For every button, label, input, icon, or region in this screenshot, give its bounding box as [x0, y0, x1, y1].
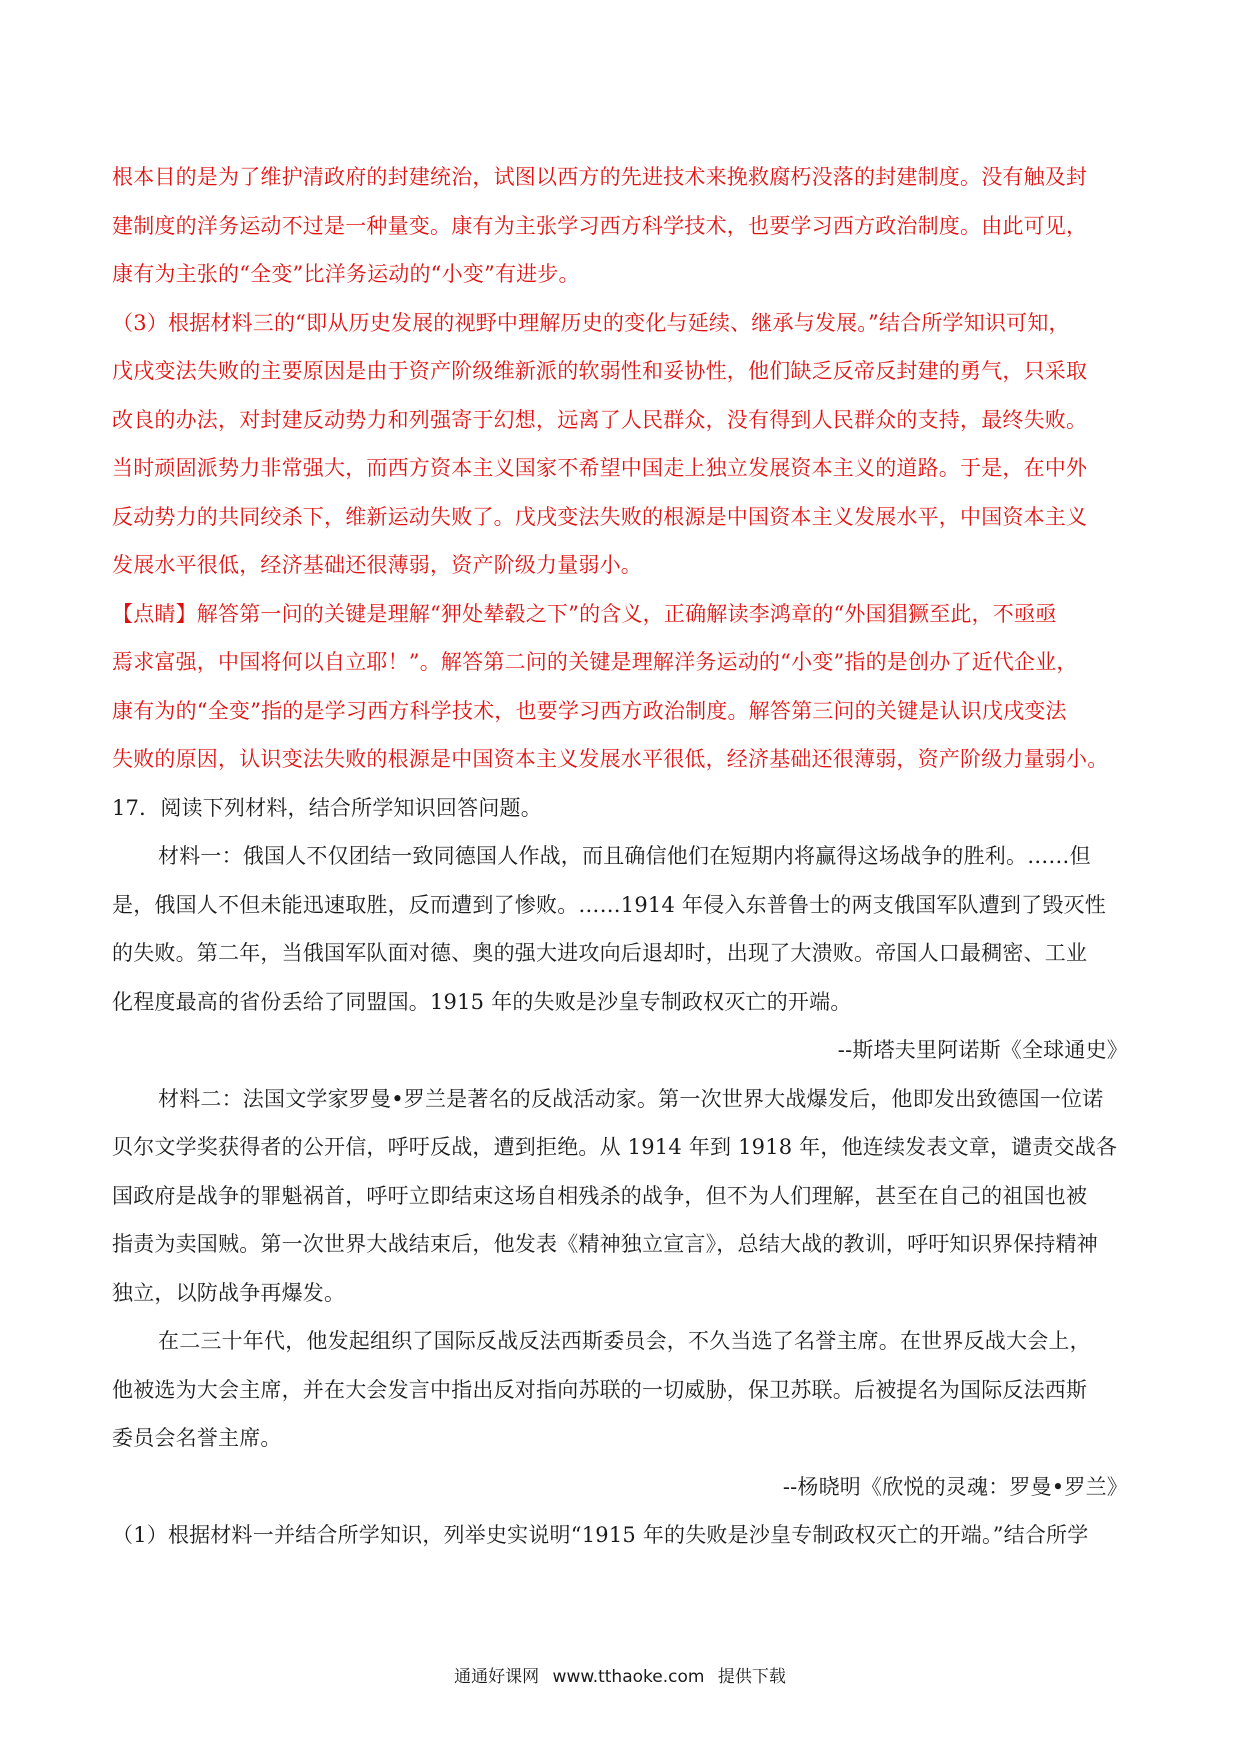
material-source: --斯塔夫里阿诺斯《全球通史》 [837, 1038, 1128, 1062]
answer-line: 康有为主张的“全变”比洋务运动的“小变”有进步。 [112, 262, 580, 286]
footer-url[interactable]: www.tthaoke.com [552, 1667, 705, 1687]
answer-line: 根本目的是为了维护清政府的封建统治，试图以西方的先进技术来挽救腐朽没落的封建制度。没有触及封 [112, 165, 1088, 189]
highlight-line: 【点睛】解答第一问的关键是理解“狎处辇毂之下”的含义，正确解读李鸿章的“外国猖獗至此，不亟亟 [112, 601, 1057, 626]
answer-line: 建制度的洋务运动不过是一种量变。康有为主张学习西方科学技术，也要学习西方政治制度。由此可见， [112, 213, 1088, 238]
answer-line: 反动势力的共同绞杀下，维新运动失败了。戊戌变法失败的根源是中国资本主义发展水平，中国资本主义 [112, 504, 1088, 529]
question-title: 17．阅读下列材料，结合所学知识回答问题。 [112, 795, 542, 820]
answer-section [112, 153, 1128, 784]
footer-suffix: 提供下载 [717, 1667, 786, 1687]
question-17 [112, 784, 1128, 1560]
material-line: 的失败。第二年，当俄国军队面对德、奥的强大进攻向后退却时，出现了大溃败。帝国人口最稠密、工业 [112, 941, 1088, 965]
footer-site: 通通好课网 [454, 1667, 540, 1687]
material-one [112, 832, 1128, 1075]
page-content [112, 153, 1128, 1560]
material-line: 独立，以防战争再爆发。 [112, 1280, 346, 1305]
material-line: 委员会名誉主席。 [112, 1426, 282, 1450]
material-line: 国政府是战争的罪魁祸首，呼吁立即结束这场自相残杀的战争，但不为人们理解，甚至在自己的祖国也被 [112, 1183, 1088, 1208]
answer-line: 当时顽固派势力非常强大，而西方资本主义国家不希望中国走上独立发展资本主义的道路。于是，在中外 [112, 456, 1088, 480]
material-two [112, 1075, 1128, 1512]
highlight-line: 焉求富强，中国将何以自立耶！”。解答第二问的关键是理解洋务运动的“小变”指的是创办了近代企业， [112, 650, 1078, 674]
material-line: 材料一：俄国人不仅团结一致同德国人作战，而且确信他们在短期内将赢得这场战争的胜利。……但 [158, 844, 1091, 868]
highlight-line: 康有为的“全变”指的是学习西方科学技术，也要学习西方政治制度。解答第三问的关键是认识戊戌变法 [112, 698, 1067, 723]
material-line: 指责为卖国贼。第一次世界大战结束后，他发表《精神独立宣言》，总结大战的教训，呼吁知识界保持精神 [112, 1232, 1098, 1256]
page-footer [0, 1662, 1240, 1687]
material-line: 材料二：法国文学家罗曼•罗兰是著名的反战活动家。第一次世界大战爆发后，他即发出致德国一位诺 [158, 1086, 1104, 1111]
material-line: 在二三十年代，他发起组织了国际反战反法西斯委员会，不久当选了名誉主席。在世界反战大会上， [158, 1329, 1091, 1353]
material-line: 是，俄国人不但未能迅速取胜，反而遭到了惨败。……1914 年侵入东普鲁士的两支俄国军队遭到了毁灭性 [112, 892, 1106, 917]
highlight-line: 失败的原因，认识变法失败的根源是中国资本主义发展水平很低，经济基础还很薄弱，资产阶级力量弱小。 [112, 747, 1109, 771]
material-source: --杨晓明《欣悦的灵魂：罗曼•罗兰》 [782, 1474, 1128, 1499]
sub-question-1: （1）根据材料一并结合所学知识，列举史实说明“1915 年的失败是沙皇专制政权灭亡的开端。”结合所学 [112, 1523, 1089, 1547]
answer-line: （3）根据材料三的“即从历史发展的视野中理解历史的变化与延续、继承与发展。”结合所学知识可知， [112, 310, 1070, 335]
answer-line: 改良的办法，对封建反动势力和列强寄于幻想，远离了人民群众，没有得到人民群众的支持，最终失败。 [112, 407, 1088, 432]
answer-line: 戊戌变法失败的主要原因是由于资产阶级维新派的软弱性和妥协性，他们缺乏反帝反封建的勇气，只采取 [112, 359, 1088, 383]
material-line: 贝尔文学奖获得者的公开信，呼吁反战，遭到拒绝。从 1914 年到 1918 年，他连续发表文章，谴责交战各 [112, 1135, 1118, 1159]
material-line: 他被选为大会主席，并在大会发言中指出反对指向苏联的一切威胁，保卫苏联。后被提名为国际反法西斯 [112, 1377, 1088, 1402]
material-line: 化程度最高的省份丢给了同盟国。1915 年的失败是沙皇专制政权灭亡的开端。 [112, 989, 852, 1014]
answer-line: 发展水平很低，经济基础还很薄弱，资产阶级力量弱小。 [112, 553, 642, 577]
